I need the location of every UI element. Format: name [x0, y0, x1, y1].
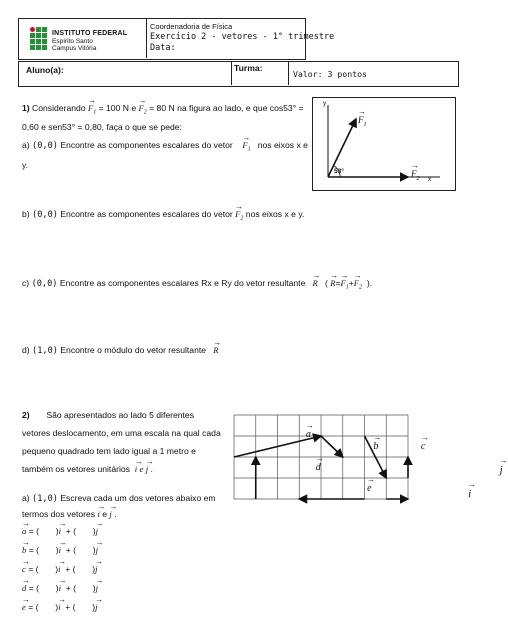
class-label: Turma: [234, 63, 263, 73]
q1c-eq-f1: → $F_1$ [341, 278, 349, 294]
institution-sub2: Campus Vitória [52, 45, 97, 52]
q1-line1-text-c: = 80 N na figura ao lado, e que cos53° = [149, 103, 304, 113]
q1a-text2: nos eixos x e [257, 140, 308, 150]
student-label: Aluno(a): [26, 65, 64, 75]
q1c-vector-r: → R [313, 278, 318, 289]
q1a-text3: y. [22, 160, 29, 170]
institution-logo [30, 27, 47, 50]
student-row-divider1 [231, 61, 232, 85]
q2-number: 2) [22, 410, 30, 420]
figure2-label-a: → a [306, 429, 311, 440]
q1-line1 [22, 103, 304, 119]
department: Coordenadoria de Física [150, 22, 233, 31]
q2a-prefix: a) [22, 493, 30, 503]
institution-sub1: Espírito Santo [52, 38, 93, 45]
q1d-points: (1,0) [32, 346, 58, 356]
q2a-text2: termos dos vetores [22, 509, 96, 519]
q2a-line [22, 493, 216, 505]
figure2-label-j: → j [500, 464, 503, 476]
q2-unit-i: → i [135, 464, 137, 475]
logo-dot-icon [30, 27, 35, 32]
figure1-f1-label: → $F_1$ [358, 115, 367, 128]
q1-line1-text-b: = 100 N e [98, 103, 137, 113]
q2-line3: pequeno quadrado tem lado igual a 1 metro e [22, 446, 196, 456]
answer-list [22, 526, 98, 621]
q1d-prefix: d) [22, 345, 30, 355]
q2-unit-j: → j [146, 464, 148, 475]
answer-row-d: → d = ( )→ i + ( )→ j [22, 583, 98, 602]
student-row-divider2 [288, 61, 289, 85]
q1c-text: Encontre as componentes escalares Rx e Ry do vetor resultante [59, 278, 306, 288]
q2a-points: (1,0) [32, 494, 58, 504]
figure2-label-d: → d [316, 462, 321, 473]
q1b-line [22, 209, 304, 225]
exercise-title: Exercício 2 - vetores - 1° trimestre [150, 32, 335, 42]
q1-number: 1) [22, 103, 30, 113]
answer-row-e: → e = ( )→ i + ( )→ j [22, 602, 98, 621]
q1c-prefix: c) [22, 278, 30, 288]
q1-line2: 0,60 e sen53° = 0,80, faça o que se pede: [22, 122, 182, 132]
q1b-vector-f2: → $F_2$ [235, 209, 243, 225]
q1c-points: (0,0) [31, 279, 58, 289]
vector-f1-symbol: → $F_1$ [88, 103, 96, 119]
q2a-text: Escreva cada um dos vetores abaixo em [60, 493, 216, 503]
date-label: Data: [150, 43, 176, 53]
q2-line1 [22, 410, 194, 421]
vector-b-arrow [321, 436, 343, 457]
q1-line1-text: Considerando [32, 103, 86, 113]
q1a-text: Encontre as componentes escalares do vetor [60, 140, 233, 150]
q1b-text2: nos eixos x e y. [245, 209, 305, 219]
q1c-eq-f2: → $F_2$ [354, 278, 362, 294]
q1c-plus: + [348, 278, 354, 288]
figure1-x-label: x [428, 176, 432, 183]
figure1-f2-label: → $F_2$ [411, 169, 420, 182]
q1c-eq: = [335, 278, 341, 288]
figure1-angle-label: 53° [334, 168, 344, 175]
answer-row-c: → c = ( )→ i + ( )→ j [22, 564, 98, 583]
figure2-label-i: → i [468, 488, 471, 500]
figure1-diagram [312, 97, 455, 190]
q1b-text: Encontre as componentes escalares do vetor [60, 209, 233, 219]
q1b-prefix: b) [22, 209, 30, 219]
q1b-points: (0,0) [32, 210, 58, 220]
q1c-text3: ). [366, 278, 373, 288]
q1a-prefix: a) [22, 140, 30, 150]
q1c-eq-r: → R [330, 278, 335, 289]
q1c-line [22, 278, 372, 294]
vector-f2-symbol: → $F_2$ [139, 103, 147, 119]
q1a-points: (0,0) [32, 141, 58, 151]
value-label: Valor: 3 pontos [293, 69, 367, 79]
q2a-text4: e [102, 509, 108, 519]
q1d-text: Encontre o módulo do vetor resultante [60, 345, 207, 355]
q2a-unit-i: → i [97, 509, 99, 520]
q2a-unit-j: → j [109, 509, 111, 520]
q2a-text6: . [114, 509, 117, 519]
q2-line4-text: também os vetores unitários [22, 464, 130, 474]
institution-name: INSTITUTO FEDERAL [52, 30, 128, 37]
figure2-label-c: → c [421, 441, 425, 452]
q2-line4-end: . [150, 464, 153, 474]
q2-unit-e: e [139, 464, 144, 474]
header-divider [146, 18, 147, 58]
q1a-vector-f1: → $F_1$ [242, 140, 250, 156]
q1c-text2: ( [324, 278, 328, 288]
figure2-label-e: → e [367, 483, 371, 494]
q1d-line [22, 345, 218, 357]
q2-line2: vetores deslocamento, em uma escala na qual cada [22, 428, 221, 438]
figure1-y-label: y [323, 100, 327, 107]
answer-row-b: → b = ( )→ i + ( )→ j [22, 545, 98, 564]
q1d-vector-r: → R [213, 345, 218, 356]
answer-row-a: → a = ( )→ i + ( )→ j [22, 526, 98, 545]
q1a-line [22, 140, 308, 156]
figure2-label-b: → b [373, 441, 378, 452]
q2-line1-text: São apresentados ao lado 5 diferentes [46, 410, 195, 420]
q2-line4 [22, 464, 153, 475]
